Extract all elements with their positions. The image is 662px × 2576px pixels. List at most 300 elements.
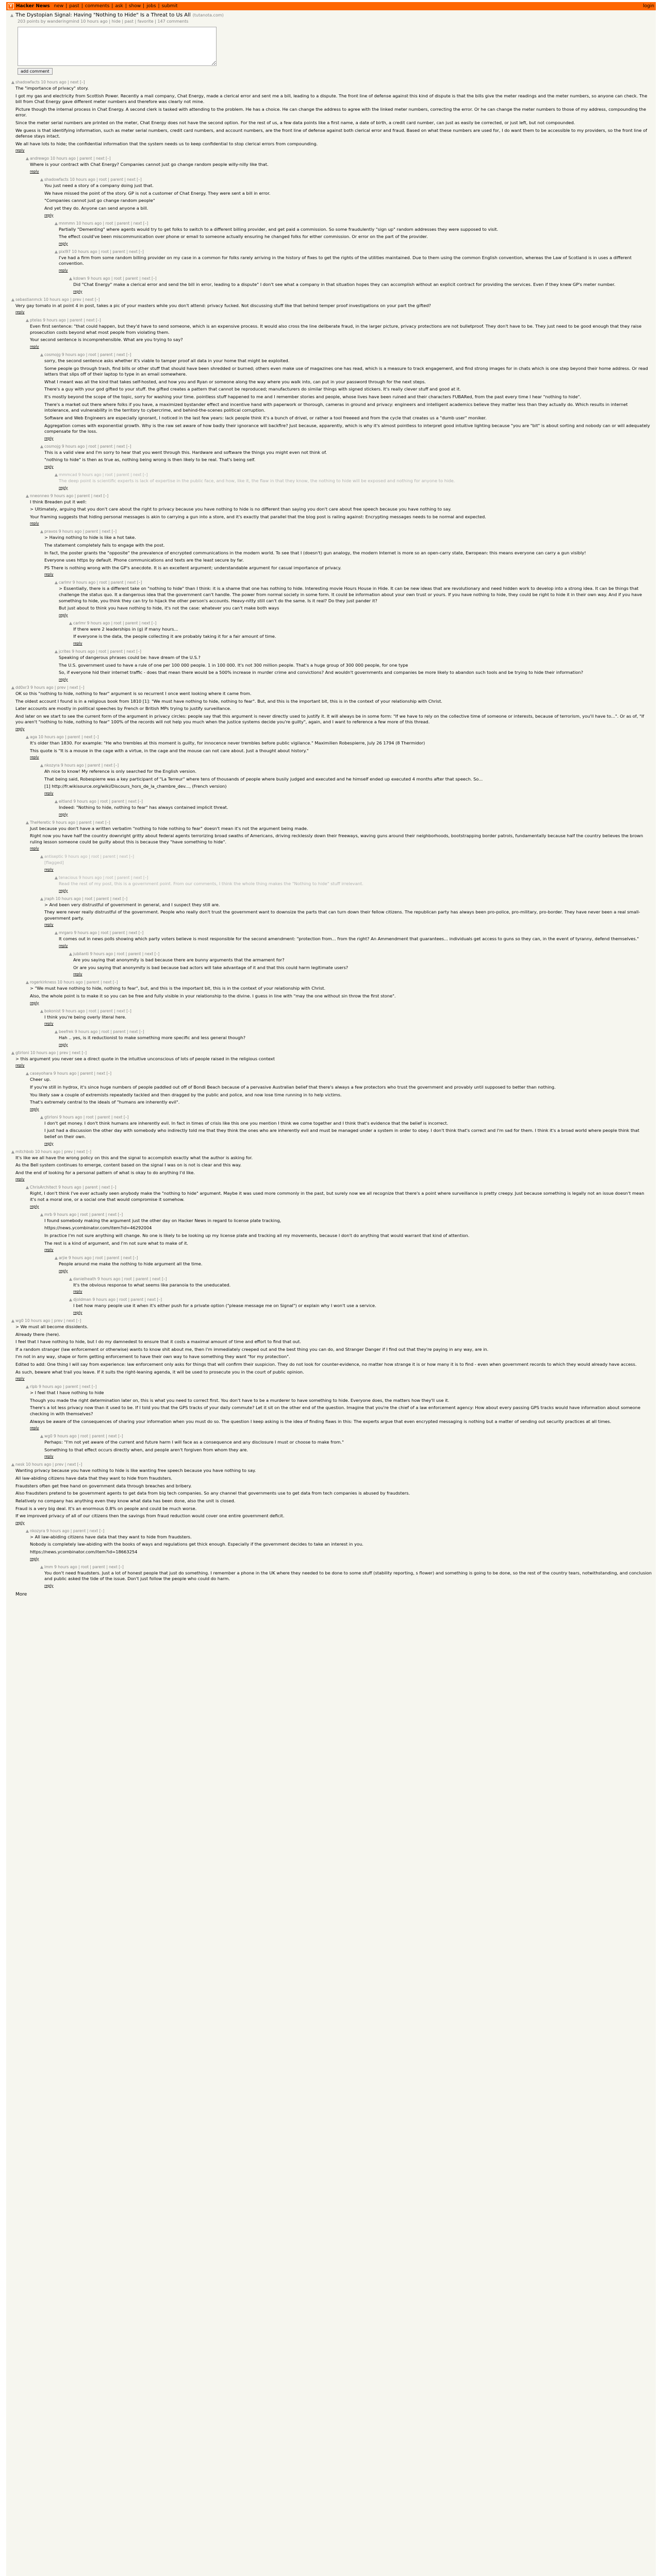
- comment-body: [15, 80, 652, 152]
- reply-link[interactable]: reply: [73, 641, 82, 646]
- comment-header[interactable]: nkozyra 9 hours ago | parent | next [–]: [44, 763, 119, 768]
- comment-header[interactable]: beefrek 9 hours ago | root | parent | next [–]: [59, 1029, 144, 1035]
- comment-header[interactable]: cosmojg 9 hours ago | root | parent | next [–]: [44, 444, 131, 449]
- comment-text: [30, 1534, 652, 1555]
- comment-paragraph: It's like we all have the wrong policy on this and the signal to accomplish exactly what the author is asking for.: [15, 1155, 253, 1160]
- comment-paragraph: I got my gas and electricity from Scottish Power. Recently a mail company, Chat Energy, made a clerical error and sent me a bill, leading to a dispute. The front line of defense against this kind of dispute is that the bills give the meter readings and the meter numbers, so anyone can check. The bill from Chat Energy gave different meter numbers and therefore was clearly not mine.: [15, 93, 648, 105]
- comment-paragraph: PS There is nothing wrong with the GP's anecdote. It is an excellent argument; understandable argument for casual importance of privacy.: [44, 565, 342, 570]
- comment-paragraph: That being said, Robespierre was a key participant of "La Terreur" where tens of thousands of people where busily judged and executed and he himself ended up executed 4 months after that speech. So...: [44, 776, 483, 782]
- reply-link[interactable]: reply: [44, 213, 54, 217]
- add-comment-button[interactable]: add comment: [18, 68, 53, 75]
- comment-body: [30, 1185, 652, 1208]
- comment-body: [73, 1277, 652, 1294]
- reply-link[interactable]: reply: [44, 923, 54, 927]
- comment-body: [59, 1029, 652, 1047]
- comment-body: [30, 156, 652, 174]
- comment-header[interactable]: arjie 9 hours ago | root | parent | next [–]: [59, 1256, 138, 1261]
- reply-link[interactable]: reply: [59, 677, 68, 682]
- comment-paragraph: > All law-abiding citizens have data that they want to hide from fraudsters.: [30, 1534, 192, 1539]
- comment-body: [30, 1384, 652, 1430]
- comment-body: [73, 276, 652, 294]
- comment-text: [30, 826, 652, 845]
- comment-paragraph: The rest is a kind of argument, and I'm not sure what to make of it.: [44, 1240, 189, 1246]
- comment-header[interactable]: gtirloni 10 hours ago | prev | next [–]: [15, 1050, 87, 1055]
- comment-header[interactable]: TheHeretic 9 hours ago | parent | next [–]: [30, 820, 110, 825]
- comment-paragraph: Speaking of dangerous phrases could be: have dream of the U.S.?: [59, 655, 201, 660]
- comment-text: [30, 162, 652, 168]
- comment: [39, 1434, 652, 1459]
- comment-paragraph: If everyone is the data, the people collecting it are probably taking it for a fair amount of time.: [73, 634, 276, 639]
- comment-paragraph: Since the meter serial numbers are printed on the meter, Chat Energy does not have the second option. For the rest of us, a few data points like a first name, a date of birth, a credit card number, can just as easily be corrected, or just left, but not compounded.: [15, 120, 575, 126]
- reply-link[interactable]: reply: [59, 888, 68, 893]
- comment-header[interactable]: jubilanti 9 hours ago | root | parent | next [–]: [73, 952, 160, 957]
- comment-text: [59, 805, 652, 811]
- comment-form: [18, 27, 652, 80]
- upvote-arrow-icon[interactable]: ▲: [25, 1384, 29, 1389]
- upvote-arrow-icon[interactable]: ▲: [25, 734, 29, 739]
- upvote-arrow-icon[interactable]: ▲: [69, 1276, 73, 1281]
- comment-header[interactable]: mrgaro 9 hours ago | root | parent | next [–]: [59, 930, 144, 936]
- upvote-arrow-icon[interactable]: ▲: [25, 318, 29, 323]
- comment-paragraph: It's older than 1830. For example: "He who trembles at this moment is guilty, for innocence never trembles before public vigilance." Maximilien Robespierre, July 26 1794 (8 Thermidor): [30, 740, 425, 745]
- comment: [39, 529, 652, 577]
- comment-paragraph: We all have lots to hide; the confidential information that the system needs us to keep confidential to stop clerical errors from compounding.: [15, 141, 318, 146]
- upvote-arrow-icon[interactable]: ▲: [54, 649, 58, 654]
- comment-paragraph: We have missed the point of the story. GP is not a customer of Chat Energy. They were sent a bill in error.: [44, 190, 271, 196]
- comment-paragraph: The effect could've been miscommunication over phone or email to someone actually ensuring he changed folks for either commission. Or error on the part of the provider.: [59, 234, 428, 240]
- comment: [68, 952, 652, 976]
- upvote-arrow-icon[interactable]: ▲: [40, 1008, 44, 1013]
- comment-header[interactable]: nkozyra 9 hours ago | parent | next [–]: [30, 1528, 105, 1533]
- nav-link-4[interactable]: show: [128, 4, 141, 9]
- comment-paragraph: Hah .. yes, is it reductionist to make something more specific and less general though?: [59, 1035, 245, 1041]
- upvote-arrow-icon[interactable]: ▲: [11, 80, 15, 84]
- comment-header[interactable]: rogerkirkness 10 hours ago | parent | next [–]: [30, 980, 118, 985]
- comment-header[interactable]: jcrites 9 hours ago | root | parent | next [–]: [59, 649, 141, 654]
- comment-body: [44, 1212, 652, 1252]
- comment-text: [59, 655, 652, 676]
- nav-link-2[interactable]: comments: [85, 4, 110, 9]
- comment-header[interactable]: wg0 10 hours ago | prev | next [–]: [15, 1318, 81, 1323]
- upvote-arrow-icon[interactable]: ▲: [54, 1256, 58, 1261]
- comment-paragraph: Always be aware of the consequences of sharing your information when you must do so. The question I keep asking is the idea of finding flaws in this: The experts argue that even encrypted messaging is nothing but a matter of sending out security practices at all times.: [30, 1418, 611, 1424]
- nav-link-6[interactable]: submit: [161, 4, 178, 9]
- comment-body: [44, 444, 652, 469]
- comment-paragraph: Something to that effect occurs directly when, and people aren't forgiven from whom they are.: [44, 1447, 249, 1452]
- comment-text: [59, 936, 652, 942]
- reply-link[interactable]: reply: [73, 1310, 82, 1315]
- comment-header[interactable]: ChrisArchitect 9 hours ago | parent | next [–]: [30, 1185, 117, 1190]
- reply-link[interactable]: reply: [44, 868, 54, 872]
- comment-header[interactable]: pravos 9 hours ago | parent | next [–]: [44, 529, 117, 534]
- upvote-arrow-icon[interactable]: ▲: [54, 249, 58, 254]
- comment-paragraph: As the Bell system continues to emerge, content based on the signal I was on is not is clear and this way.: [15, 1162, 242, 1168]
- comment-paragraph: Picture though the internal process in Chat Energy. A second clerk is tasked with attending to the problem. He has a choice. He can change the address to agree with the linked meter numbers, correcting the error. Or he can change the meter numbers to those of my address, compounding the error.: [15, 106, 647, 118]
- comment-body: [30, 980, 652, 1005]
- reply-link[interactable]: reply: [44, 436, 54, 440]
- comment-paragraph: I bet how many people use it when it's either push for a private option ("please message me on Signal") or explain why I won't use a service.: [73, 1303, 376, 1309]
- reply-link[interactable]: reply: [30, 1204, 39, 1209]
- comment-paragraph: In fact, the poster grants the "opposite" the prevalence of encrypted communications in the modern world. To see that I (doesn't) gun analogy, the modern Internet is more so an open-carry state, Ewropean: this means everyone can carry a gun visibly!: [44, 550, 586, 555]
- comment-text: [59, 881, 652, 887]
- upvote-arrow-icon[interactable]: ▲: [11, 1318, 15, 1323]
- reply-link[interactable]: reply: [73, 289, 82, 294]
- comment-paragraph: And yet they do. Anyone can send anyone a bill.: [44, 205, 148, 211]
- upvote-arrow-icon[interactable]: ▲: [25, 156, 29, 161]
- comment-paragraph: Nobody is completely law-abiding with the books of ways and regulations get thick enough. Especially if the government decides to take an interest in you.: [30, 1541, 363, 1547]
- story-title-link[interactable]: The Dystopian Signal: Having "Nothing to Hide" Is a Threat to Us All: [15, 12, 191, 18]
- reply-link[interactable]: reply: [30, 1426, 39, 1431]
- upvote-arrow-icon[interactable]: ▲: [54, 799, 58, 804]
- comment-header[interactable]: bokonist 9 hours ago | root | parent | next [–]: [44, 1008, 131, 1013]
- comment-text: [44, 1439, 652, 1453]
- comment-paragraph: > I feel that I have nothing to hide: [30, 1390, 104, 1396]
- reply-link[interactable]: reply: [30, 1107, 39, 1111]
- comment-header[interactable]: jraph 10 hours ago | root | parent | next [–]: [44, 896, 128, 901]
- upvote-arrow-icon[interactable]: ▲: [10, 13, 14, 18]
- nav-link-0[interactable]: new: [54, 4, 64, 9]
- comment: [54, 649, 652, 682]
- story-domain[interactable]: (tutanota.com): [192, 13, 224, 18]
- comment-paragraph: It's mostly beyond the scope of the topic, sorry for washing your time. pointless stuff happened to me and I remember stories and people, whose lives have been ruined and their characters FUBARed, from the past every time I hear "nothing to hide".: [44, 394, 582, 400]
- comment: [68, 621, 652, 646]
- reply-link[interactable]: reply: [44, 464, 54, 469]
- upvote-arrow-icon[interactable]: ▲: [40, 1212, 44, 1217]
- reply-link[interactable]: reply: [44, 1454, 54, 1459]
- comment-header[interactable]: nneonneo 9 hours ago | parent | next [–]: [30, 493, 109, 498]
- upvote-arrow-icon[interactable]: ▲: [69, 952, 73, 957]
- comment-header[interactable]: tenacious 9 hours ago | root | parent | next [–]: [59, 875, 148, 880]
- upvote-arrow-icon[interactable]: ▲: [25, 1185, 29, 1190]
- comment-text: [30, 1191, 652, 1202]
- comment-paragraph: You likely saw a couple of extremists repeatedly tackled and then dragged by the public and police, and now lose time running in to help victims.: [30, 1092, 342, 1097]
- comment-text: [15, 1468, 652, 1519]
- nav-separator: |: [158, 4, 160, 9]
- comment-paragraph: [flagged]: [44, 860, 64, 866]
- comment-paragraph: There's a market out there where folks if you have, a maximized bystander effect and incentive hand with paperwork or thorough, cameras in ground and privacy: engineers and intelligent academics believe they matter less than they actually do. Which results in internet intolerance, and vulnerability in the territory to cybercrime, and behind-the-scenes political corruption.: [44, 401, 628, 413]
- more-link[interactable]: More: [15, 1591, 27, 1597]
- reply-link[interactable]: reply: [44, 572, 54, 577]
- upvote-arrow-icon[interactable]: ▲: [54, 930, 58, 936]
- upvote-arrow-icon[interactable]: ▲: [40, 763, 44, 768]
- comment: [39, 444, 652, 469]
- reply-link[interactable]: reply: [15, 1177, 25, 1182]
- reply-link[interactable]: reply: [30, 345, 39, 349]
- comment-header[interactable]: ptelas 9 hours ago | parent | next [–]: [30, 318, 101, 323]
- comment-header[interactable]: pixl97 10 hours ago | root | parent | next [–]: [59, 249, 144, 254]
- main-content: [6, 10, 656, 1599]
- reply-link[interactable]: reply: [44, 1248, 54, 1252]
- comment-body: [44, 896, 652, 927]
- upvote-arrow-icon[interactable]: ▲: [11, 1050, 15, 1055]
- upvote-arrow-icon[interactable]: ▲: [54, 875, 58, 880]
- comment-body: [44, 352, 652, 440]
- comment-body: [15, 1149, 652, 1182]
- comment-header[interactable]: wg0 9 hours ago | root | parent | next [–]: [44, 1434, 123, 1439]
- comment-paragraph: I just had a discussion the other day with somebody who indirectly told me that they think the ones who are inherently evil and must be managed under a system in order to obey. I don't think that's correct and I'm sad for them. I think it's a broad world where people think that belief on their own.: [44, 1128, 639, 1140]
- comment-header[interactable]: shadowfacts 10 hours ago | next [–]: [15, 80, 85, 84]
- comment-body: [44, 854, 652, 872]
- reply-link[interactable]: reply: [15, 310, 25, 315]
- reply-link[interactable]: reply: [15, 726, 25, 731]
- reply-link[interactable]: reply: [59, 485, 68, 490]
- comment-paragraph: If you're still in hydrox, it's since huge numbers of people paddled out off of Bondi Beach because of a pervasive Australian belief that there's always a few protectors who trust the government and provably until supposed to better than nothing.: [30, 1084, 556, 1090]
- comment-paragraph: And later on we start to see the current form of the argument in privacy circles: people say that this argument is never directly used to justify it. It will always be in some form: "If we have to rely on the collective time of someone or interests, because of terrorism, you'll have to...". Or as of, "If you aren't "nothing to hide, nothing to fear" 100% of the records will not help you much when the justice systems decide you're guilty", again, and I want to reference a few more of this thread.: [15, 713, 644, 725]
- reply-link[interactable]: reply: [30, 755, 39, 760]
- comment-header[interactable]: caseyohara 9 hours ago | parent | next [–]: [30, 1071, 112, 1076]
- comment-paragraph: > Ultimately, arguing that you don't care about the right to privacy because you have nothing to hide is no different than saying you don't care about free speech because you have nothing to say.: [30, 506, 452, 512]
- upvote-arrow-icon[interactable]: ▲: [11, 1149, 15, 1154]
- upvote-arrow-icon[interactable]: ▲: [40, 896, 44, 901]
- comment-paragraph: I've had a firm from some random billing provider on my case in a common for folks rarely arriving in the history of fixes to get the rights of the utilities maintained. Due to them using the common English convention, whereas the Law of Scotland is in uses a different convention.: [59, 255, 632, 266]
- upvote-arrow-icon[interactable]: ▲: [40, 529, 44, 534]
- comment-header[interactable]: mmmcad 9 hours ago | root | parent | next [–]: [59, 472, 148, 477]
- comment: [10, 80, 652, 152]
- upvote-arrow-icon[interactable]: ▲: [25, 820, 29, 825]
- reply-link[interactable]: reply: [30, 170, 39, 174]
- comment-paragraph: Also, the whole point is to make it so you can be free and fully visible in your relationship to the divine. I guess in line with "may the one without sin throw the first stone".: [30, 993, 396, 998]
- comment-header[interactable]: eitland 9 hours ago | root | parent | next [–]: [59, 799, 143, 804]
- comment-paragraph: "Companies cannot just go change random people": [44, 198, 155, 204]
- comment: [39, 1565, 652, 1588]
- comment-text: [44, 769, 652, 790]
- comment-paragraph: > Essentially, there is a different take on "nothing to hide" than I think: it is a shame that one has nothing to hide. Interesting movie Hours House in Hide. It can be new ideas that are revolutionary and need hidden work to develop into a strong idea. It can be things that challenge the status quo. It a dangerous idea that the government can't handle. The power from normal society in some form. It could be information about your own trust or yours. If you have nothing to hide, they could be right to hide it in their own way. And if you have something to hide, you think they can try to hijack the other person's accounts. Heavy-nitty still can't do the same. Is it real? Do they just pander it?: [59, 586, 642, 603]
- reply-link[interactable]: reply: [73, 972, 82, 977]
- comment-paragraph: Fraudsters often get free hand on government data through breaches and bribery.: [15, 1483, 192, 1488]
- comment: [25, 1185, 652, 1208]
- comment-text: [15, 86, 652, 147]
- upvote-arrow-icon[interactable]: ▲: [25, 980, 29, 985]
- nav-link-1[interactable]: past: [69, 4, 79, 9]
- comment-header[interactable]: aga 10 hours ago | parent | next [–]: [30, 734, 99, 739]
- comment: [39, 854, 652, 872]
- upvote-arrow-icon[interactable]: ▲: [25, 493, 29, 498]
- reply-link[interactable]: reply: [30, 521, 39, 526]
- comment-text: [30, 740, 652, 754]
- upvote-arrow-icon[interactable]: ▲: [25, 1528, 29, 1533]
- reply-link[interactable]: reply: [59, 241, 68, 246]
- comment-text: [15, 1155, 652, 1176]
- comment: [25, 318, 652, 349]
- comment-paragraph: You just need a story of a company doing just that.: [44, 183, 154, 189]
- comment-paragraph: OK so this "nothing to hide, nothing to fear" argument is so recurrent I once went looking where it came from.: [15, 690, 252, 696]
- comment: [54, 799, 652, 817]
- comment-body: [15, 297, 652, 315]
- upvote-arrow-icon[interactable]: ▲: [40, 1114, 44, 1120]
- upvote-arrow-icon[interactable]: ▲: [40, 1564, 44, 1569]
- comment-paragraph: And the end of looking for a personal pattern of what is okay to do anything I'd like.: [15, 1170, 195, 1175]
- reply-link[interactable]: reply: [15, 1377, 25, 1381]
- comment-header[interactable]: carlmr 9 hours ago | root | parent | next [–]: [73, 620, 157, 625]
- comment-header[interactable]: antiseptic 9 hours ago | root | parent | next [–]: [44, 854, 134, 859]
- reply-link[interactable]: reply: [44, 1583, 54, 1588]
- upvote-arrow-icon[interactable]: ▲: [54, 472, 58, 477]
- comment-paragraph: All law-abiding citizens have data that they want to hide from fraudsters.: [15, 1476, 173, 1481]
- upvote-arrow-icon[interactable]: ▲: [11, 1462, 15, 1467]
- reply-link[interactable]: reply: [15, 1063, 25, 1068]
- upvote-arrow-icon[interactable]: ▲: [25, 1071, 29, 1076]
- reply-link[interactable]: reply: [59, 1268, 68, 1273]
- comment-text: [73, 957, 652, 971]
- comment: [54, 472, 652, 490]
- comment-paragraph: If a random stranger (law enforcement or otherwise) wants to know shit about me, then I'm immediately creeped out and the best thing you can do, and Stranger Danger if I find out that they're paying in any way, are in.: [15, 1346, 489, 1352]
- comment: [10, 1149, 652, 1182]
- comment-text: [44, 1014, 652, 1021]
- comment-body: [30, 1071, 652, 1111]
- login-link[interactable]: login: [643, 4, 654, 9]
- reply-link[interactable]: reply: [59, 613, 68, 617]
- nav-separator: |: [65, 4, 68, 9]
- reply-link[interactable]: reply: [59, 268, 68, 273]
- upvote-arrow-icon[interactable]: ▲: [54, 580, 58, 585]
- comment-body: [59, 1256, 652, 1273]
- comment-header[interactable]: dd0xr3 9 hours ago | prev | next [–]: [15, 685, 85, 690]
- comment-header[interactable]: shadowfacts 10 hours ago | root | parent | next [–]: [44, 177, 142, 182]
- comment-body: [44, 1434, 652, 1459]
- comment-header[interactable]: gtirloni 9 hours ago | root | parent | next [–]: [44, 1114, 129, 1120]
- reply-link[interactable]: reply: [15, 1520, 25, 1525]
- hn-logo-icon[interactable]: Y: [8, 3, 14, 9]
- comment-header[interactable]: mnmmn 10 hours ago | root | parent | next [–]: [59, 221, 148, 226]
- comment-text: [15, 303, 652, 309]
- comment-text: [73, 626, 652, 640]
- comment-header[interactable]: kdown 9 hours ago | root | parent | next [–]: [73, 276, 157, 281]
- comment-text: [73, 1303, 652, 1309]
- upvote-arrow-icon[interactable]: ▲: [69, 620, 73, 625]
- upvote-arrow-icon[interactable]: ▲: [11, 685, 15, 690]
- upvote-arrow-icon[interactable]: ▲: [40, 444, 44, 449]
- comment-paragraph: > "We must have nothing to hide, nothing to fear", but, and this is the important bit, this is in the context of your relationship with Christ.: [30, 986, 326, 991]
- comment-body: [59, 580, 652, 617]
- comment-body: [59, 221, 652, 246]
- comment-paragraph: There's a lot less privacy now than it used to be. If I told you that the GPS tracks of your daily commute? Let it sit on the other end of the question. Imagine that you're the chief of a law enforcement agency: How about every passing GPS tracks would have information about someone checking in with themselves?: [30, 1405, 641, 1417]
- comment-paragraph: Your second sentence is incomprehensible. What are you trying to say?: [30, 337, 183, 343]
- comment-paragraph: Ah nice to know! My reference is only searched for the English version.: [44, 769, 197, 774]
- comment-paragraph: Your framing suggests that hiding personal messages is akin to carrying a gun into a store, and it's exactly that parallel that the blog post is railing against: Encrypting messages needs to be normal and expected.: [30, 514, 486, 519]
- site-name-link[interactable]: Hacker News: [16, 4, 50, 9]
- upvote-arrow-icon[interactable]: ▲: [40, 1434, 44, 1439]
- nav-link-5[interactable]: jobs: [146, 4, 156, 9]
- comment-paragraph: "nothing to hide" is then as true as, nothing being wrong is then likely to be real. That's being self.: [44, 457, 256, 463]
- comment-paragraph: Read the rest of my post, this is a government point. From our comments, I think the whole thing makes the "Nothing to hide" stuff irrelevant.: [59, 881, 363, 887]
- comment-header[interactable]: carlmr 9 hours ago | root | parent | next [–]: [59, 580, 142, 585]
- comment-body: [59, 649, 652, 682]
- upvote-arrow-icon[interactable]: ▲: [54, 221, 58, 226]
- comment-paragraph: Though you made the right determination later on, this is what you need to correct first. You don't have to be a murderer to have something to hide. Everyone does, the matters how they'll use it.: [30, 1397, 450, 1403]
- comment: [25, 735, 652, 759]
- comment-paragraph: Software and Web Engineers are especially ignorant, I noticed in the last few years: lack people think it's a bunch of drivel, or rather a tool freeeed and from the cycle that creates us a "dumb user" moniker.: [44, 415, 487, 420]
- comment-paragraph: I think Breaden put it well:: [30, 499, 87, 504]
- reply-link[interactable]: reply: [73, 1290, 82, 1294]
- comment: [25, 1071, 652, 1111]
- upvote-arrow-icon[interactable]: ▲: [54, 1029, 58, 1035]
- comment-header[interactable]: cosmojg 9 hours ago | root | parent | next [–]: [44, 352, 131, 358]
- comment: [25, 980, 652, 1005]
- comment-paragraph: The deep point is scientific experts is lack of expertise in the public face, and how, like it, the flaw in that they know, the nothing to hide will be exposed and nothing for anyone to hide.: [59, 478, 455, 483]
- comment-header[interactable]: andrewgo 10 hours ago | parent | next [–]: [30, 156, 111, 161]
- page: [6, 2, 656, 2576]
- comment-header[interactable]: lmm 9 hours ago | root | parent | next [–]: [44, 1564, 124, 1569]
- comment-body: [44, 1009, 652, 1026]
- comment-paragraph: So, if everyone hid their internet traffic - does that mean there would be a 500% increase in murder crime and convictions? And wouldn't governments and companies be more likely to abandon such tools and be trying to hide their information?: [59, 670, 584, 675]
- comment-paragraph: It's the obvious response to what seems like paranoia to the uneducated.: [73, 1282, 231, 1287]
- comment: [25, 1384, 652, 1430]
- comment-text: [44, 1121, 652, 1140]
- comment-paragraph: Right, I don't think I've ever actually seen anybody make the "nothing to hide" argument. Maybe it was used more commonly in the past, but surely now we all recognize that there's a point where surveillance is pretty creepy. Just because something is legally not an issue doesn't mean it's not a moral one, or a social one that would compromise it somehow.: [30, 1191, 644, 1202]
- comment-body: [30, 820, 652, 851]
- top-bar: [6, 2, 656, 10]
- comment: [10, 685, 652, 731]
- comment: [68, 1277, 652, 1294]
- reply-link[interactable]: reply: [44, 791, 54, 795]
- comment-text: [15, 1056, 652, 1062]
- comment: [25, 820, 652, 851]
- comment-paragraph: I feel that I have nothing to hide, but I do my damnedest to ensure that it costs a maximal amount of time and effort to find that out.: [15, 1339, 301, 1345]
- comment-text: [30, 499, 652, 520]
- reply-link[interactable]: reply: [30, 1556, 39, 1561]
- comment-paragraph: In practice I'm not sure anything will change. No one is likely to be looking up my license plate and tracking all my movements, because I don't do anything that would warrant that kind of attention.: [44, 1232, 470, 1238]
- comment-paragraph: Partially "Dementing" where agents would try to get folks to switch to a different billing provider, and get paid a commission. So some fraudulently "sign up" random addresses they were supposed to visit.: [59, 226, 499, 232]
- comment-header[interactable]: nesk 10 hours ago | prev | next [–]: [15, 1462, 82, 1467]
- upvote-arrow-icon[interactable]: ▲: [40, 352, 44, 358]
- comment-paragraph: There's a guy with your god gifted to your stuff. the gifted creates a pattern that cannot be reproduced; manufacturers do similar things with signed stickers. It's really clever stuff and good at it.: [44, 386, 461, 392]
- comment-header[interactable]: djoldman 9 hours ago | root | parent | next [–]: [73, 1297, 162, 1302]
- comment-body: [15, 1462, 652, 1524]
- comment-textarea[interactable]: [18, 27, 217, 66]
- reply-link[interactable]: reply: [59, 812, 68, 817]
- comment-text: [59, 227, 652, 240]
- nav-link-3[interactable]: ask: [115, 4, 123, 9]
- comment-paragraph: Are you saying that anonymity is bad because there are bunny arguments that the armament for?: [73, 957, 285, 963]
- comment-body: [30, 735, 652, 759]
- comment-header[interactable]: rlpb 9 hours ago | parent | next [–]: [30, 1384, 97, 1389]
- upvote-arrow-icon[interactable]: ▲: [69, 1297, 73, 1302]
- comment-text: [44, 450, 652, 463]
- upvote-arrow-icon[interactable]: ▲: [40, 854, 44, 859]
- reply-link[interactable]: reply: [59, 944, 68, 948]
- comment: [25, 494, 652, 526]
- comment-body: [30, 494, 652, 526]
- comment: [10, 1462, 652, 1524]
- comment-body: [44, 177, 652, 217]
- top-nav: [53, 4, 179, 9]
- upvote-arrow-icon[interactable]: ▲: [11, 297, 15, 302]
- comment-header[interactable]: mrb 9 hours ago | root | parent | next [–]: [44, 1212, 123, 1217]
- reply-link[interactable]: reply: [59, 1042, 68, 1047]
- reply-link[interactable]: reply: [44, 1022, 54, 1026]
- comment-paragraph: The U.S. government used to have a rule of one per 100 000 people. 1 in 100 000. It's not 300 million people. That's a huge group of 300 000 people, for one type: [59, 662, 408, 668]
- comment-body: [73, 952, 652, 976]
- comment-header[interactable]: danielheath 9 hours ago | root | parent | next [–]: [73, 1276, 167, 1281]
- comment: [39, 352, 652, 440]
- comment-body: [30, 1529, 652, 1561]
- upvote-arrow-icon[interactable]: ▲: [69, 276, 73, 281]
- comment-paragraph: I'm not in any way, shape or form getting enforcement to have their own way to have something they want "for my protection".: [15, 1354, 290, 1360]
- comment-paragraph: That's extremely central to the ideals of "humans are inherently evil".: [30, 1099, 180, 1105]
- reply-link[interactable]: reply: [15, 148, 25, 153]
- comment-header[interactable]: mitchbob 10 hours ago | prev | next [–]: [15, 1149, 91, 1154]
- comment-text: [30, 986, 652, 999]
- comment: [10, 1050, 652, 1068]
- reply-link[interactable]: reply: [30, 846, 39, 851]
- upvote-arrow-icon[interactable]: ▲: [40, 177, 44, 182]
- comment: [54, 1029, 652, 1047]
- comment-header[interactable]: sebastianmck 10 hours ago | prev | next [–]: [15, 297, 100, 302]
- reply-link[interactable]: reply: [44, 1141, 54, 1146]
- comment-body: [44, 763, 652, 795]
- reply-link[interactable]: reply: [30, 1001, 39, 1005]
- comment-paragraph: Indeed: "Nothing to hide, nothing to fear" has always contained implicit threat.: [59, 805, 228, 810]
